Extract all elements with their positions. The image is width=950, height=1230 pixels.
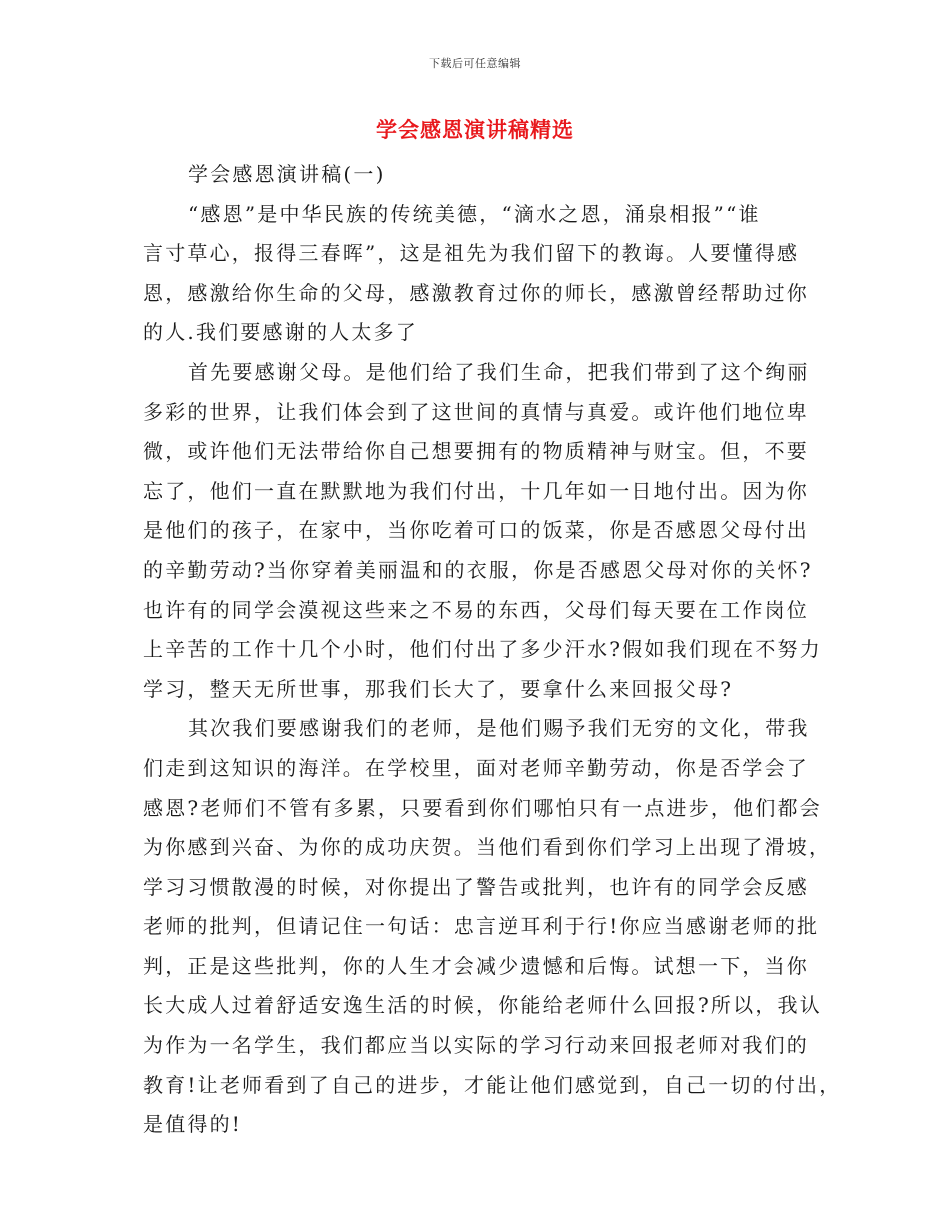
paragraph-line: 言寸草心，报得三春晖”，这是祖先为我们留下的教诲。人要懂得感 [143, 241, 800, 266]
paragraph-line: 学习习惯散漫的时候，对你提出了警告或批判，也许有的同学会反感 [143, 874, 809, 899]
paragraph-line: 多彩的世界，让我们体会到了这世间的真情与真爱。或许他们地位卑 [143, 399, 809, 424]
paragraph-line: 为你感到兴奋、为你的成功庆贺。当他们看到你们学习上出现了滑坡， [143, 835, 832, 860]
document-title: 学会感恩演讲稿精选 [376, 117, 574, 142]
paragraph-line: 长大成人过着舒适安逸生活的时候，你能给老师什么回报?所以，我认 [143, 993, 822, 1018]
paragraph-line: 是他们的孩子，在家中，当你吃着可口的饭菜，你是否感恩父母付出 [143, 518, 809, 543]
paragraph-line: 的人.我们要感谢的人太多了 [143, 320, 418, 345]
paragraph-line: 其次我们要感谢我们的老师，是他们赐予我们无穷的文化，带我 [188, 716, 810, 741]
document-body [143, 155, 842, 1145]
paragraph-line: 是值得的! [143, 1112, 243, 1137]
paragraph-line: 恩，感激给你生命的父母，感激教育过你的师长，感激曾经帮助过你 [143, 280, 809, 305]
paragraph-line: 学习，整天无所世事，那我们长大了，要拿什么来回报父母? [143, 676, 734, 701]
paragraph-line: 判，正是这些批判，你的人生才会减少遗憾和后悔。试想一下，当你 [143, 953, 809, 978]
paragraph-line: 老师的批判，但请记住一句话：忠言逆耳利于行!你应当感谢老师的批 [143, 914, 820, 939]
header-note: 下载后可任意编辑 [429, 57, 521, 70]
paragraph-line: 忘了，他们一直在默默地为我们付出，十几年如一日地付出。因为你 [143, 478, 809, 503]
paragraph-line: 教育!让老师看到了自己的进步，才能让他们感觉到，自己一切的付出， [143, 1072, 842, 1097]
paragraph-line: 为作为一名学生，我们都应当以实际的学习行动来回报老师对我们的 [143, 1033, 809, 1058]
paragraph-line: 上辛苦的工作十几个小时，他们付出了多少汗水?假如我们现在不努力 [143, 637, 822, 662]
section-heading: 学会感恩演讲稿(一) [188, 162, 386, 186]
paragraph-line: 首先要感谢父母。是他们给了我们生命，把我们带到了这个绚丽 [188, 359, 810, 384]
paragraph-line: 们走到这知识的海洋。在学校里，面对老师辛勤劳动，你是否学会了 [143, 755, 809, 780]
paragraph-line: 微，或许他们无法带给你自己想要拥有的物质精神与财宝。但，不要 [143, 439, 809, 464]
paragraph-line: 也许有的同学会漠视这些来之不易的东西，父母们每天要在工作岗位 [143, 597, 809, 622]
paragraph-line: “感恩”是中华民族的传统美德，“滴水之恩，涌泉相报”“谁 [188, 201, 761, 226]
paragraph-line: 的辛勤劳动?当你穿着美丽温和的衣服，你是否感恩父母对你的关怀? [143, 557, 813, 582]
paragraph-line: 感恩?老师们不管有多累，只要看到你们哪怕只有一点进步，他们都会 [143, 795, 822, 820]
